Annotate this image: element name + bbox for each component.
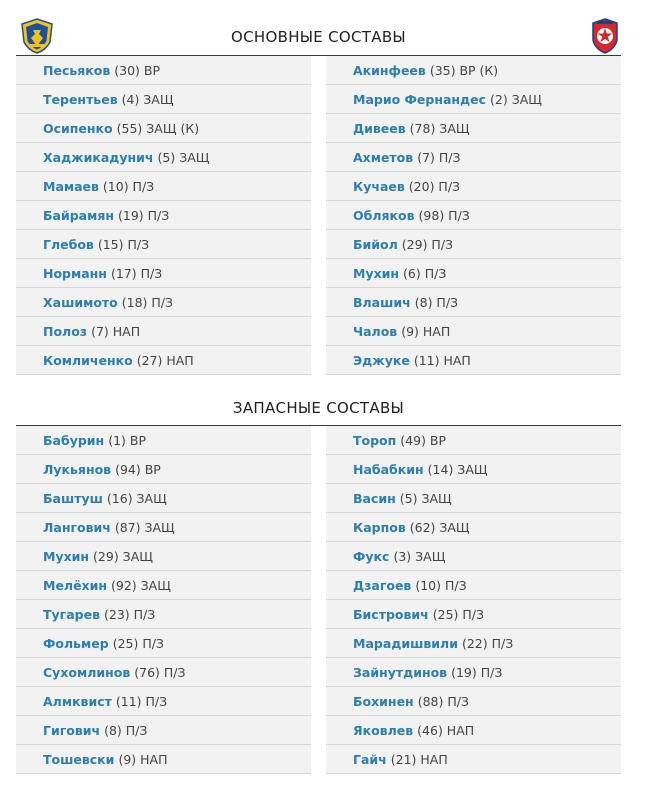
player-number-position: (92) ЗАЩ: [111, 577, 171, 593]
player-name-link[interactable]: Терентьев: [43, 91, 118, 107]
player-number-position: (25) П/З: [432, 606, 484, 622]
player-name-link[interactable]: Глебов: [43, 236, 94, 252]
player-number-position: (11) П/З: [115, 693, 168, 709]
player-name-link[interactable]: Карпов: [353, 519, 406, 535]
player-number-position: (2) ЗАЩ: [490, 91, 542, 107]
player-number-position: (88) П/З: [417, 693, 469, 709]
player-number-position: (29) П/З: [401, 236, 454, 252]
player-row: [326, 426, 621, 455]
player-number-position: (55) ЗАЩ (К): [116, 120, 200, 136]
player-name-link[interactable]: Бохинен: [353, 693, 414, 709]
player-name-link[interactable]: Эджуке: [353, 352, 410, 368]
player-name-link[interactable]: Лангович: [43, 519, 111, 535]
player-row: [326, 484, 621, 513]
starting-lineups-header: [16, 14, 621, 56]
player-row: [326, 201, 621, 230]
player-row: [16, 317, 311, 346]
player-number-position: (5) ЗАЩ: [399, 490, 452, 506]
player-name-link[interactable]: Бистрович: [353, 606, 429, 622]
player-number-position: (22) П/З: [461, 635, 514, 651]
home-substitutes-list: [16, 426, 311, 774]
player-row: [16, 172, 311, 201]
player-row: [326, 571, 621, 600]
player-name-link[interactable]: Алмквист: [43, 693, 112, 709]
player-name-link[interactable]: Гайч: [353, 751, 387, 767]
player-name-link[interactable]: Кучаев: [353, 178, 405, 194]
player-name-link[interactable]: Чалов: [353, 323, 398, 339]
player-name-link[interactable]: Набабкин: [353, 461, 424, 477]
player-row: [16, 288, 311, 317]
player-row: [326, 346, 621, 375]
player-name-link[interactable]: Тороп: [353, 432, 397, 448]
player-name-link[interactable]: Бабурин: [43, 432, 105, 448]
player-row: [16, 455, 311, 484]
player-name-link[interactable]: Влашич: [353, 294, 411, 310]
substitutes-section: [16, 394, 621, 774]
player-row: [16, 230, 311, 259]
player-name-link[interactable]: Фольмер: [43, 635, 109, 651]
player-name-link[interactable]: Марадишвили: [353, 635, 458, 651]
player-number-position: (25) П/З: [112, 635, 164, 651]
player-number-position: (21) НАП: [390, 751, 448, 767]
player-number-position: (49) ВР: [400, 432, 447, 448]
player-row: [326, 85, 621, 114]
player-row: [326, 455, 621, 484]
player-name-link[interactable]: Дзагоев: [353, 577, 412, 593]
player-name-link[interactable]: Акинфеев: [353, 62, 426, 78]
player-row: [326, 600, 621, 629]
player-row: [326, 230, 621, 259]
player-row: [16, 346, 311, 375]
player-number-position: (18) П/З: [121, 294, 174, 310]
player-name-link[interactable]: Полоз: [43, 323, 88, 339]
player-row: [326, 143, 621, 172]
player-number-position: (16) ЗАЩ: [106, 490, 167, 506]
player-number-position: (4) ЗАЩ: [121, 91, 174, 107]
player-name-link[interactable]: Гигович: [43, 722, 101, 738]
player-row: [326, 716, 621, 745]
player-number-position: (10) П/З: [102, 178, 155, 194]
player-row: [16, 600, 311, 629]
player-row: [326, 288, 621, 317]
player-number-position: (8) П/З: [414, 294, 459, 310]
player-name-link[interactable]: Байрамян: [43, 207, 114, 223]
player-name-link[interactable]: Мухин: [353, 265, 400, 281]
player-row: [16, 201, 311, 230]
player-name-link[interactable]: Бийол: [353, 236, 398, 252]
player-number-position: (10) П/З: [415, 577, 467, 593]
player-number-position: (78) ЗАЩ: [409, 120, 470, 136]
player-number-position: (62) ЗАЩ: [409, 519, 470, 535]
player-row: [326, 745, 621, 774]
player-number-position: (27) НАП: [136, 352, 194, 368]
player-name-link[interactable]: Васин: [353, 490, 396, 506]
player-number-position: (46) НАП: [417, 722, 475, 738]
substitutes-header: [16, 394, 621, 426]
player-row: [16, 542, 311, 571]
player-name-link[interactable]: Сухомлинов: [43, 664, 131, 680]
player-number-position: (30) ВР: [114, 62, 161, 78]
player-name-link[interactable]: Дивеев: [353, 120, 406, 136]
player-number-position: (14) ЗАЩ: [427, 461, 488, 477]
player-number-position: (87) ЗАЩ: [114, 519, 175, 535]
player-number-position: (19) П/З: [117, 207, 170, 223]
player-name-link[interactable]: Норманн: [43, 265, 107, 281]
player-row: [16, 513, 311, 542]
player-name-link[interactable]: Тугарев: [43, 606, 100, 622]
player-name-link[interactable]: Ахметов: [353, 149, 414, 165]
player-row: [16, 571, 311, 600]
player-row: [16, 484, 311, 513]
player-number-position: (7) П/З: [417, 149, 461, 165]
starting-lineups-title: ОСНОВНЫЕ СОСТАВЫ: [231, 28, 406, 46]
player-row: [16, 114, 311, 143]
home-starting-list: [16, 56, 311, 375]
player-name-link[interactable]: Марио Фернандес: [353, 91, 487, 107]
player-number-position: (98) П/З: [418, 207, 470, 223]
starting-lineups-section: [16, 14, 621, 375]
player-number-position: (11) НАП: [413, 352, 471, 368]
away-starting-list: [326, 56, 621, 375]
player-number-position: (8) П/З: [104, 722, 148, 738]
starting-lineups-columns: [16, 56, 621, 375]
player-name-link[interactable]: Мухин: [43, 548, 90, 564]
player-name-link[interactable]: Фукс: [353, 548, 390, 564]
player-name-link[interactable]: Мамаев: [43, 178, 99, 194]
player-name-link[interactable]: Комличенко: [43, 352, 133, 368]
player-number-position: (94) ВР: [115, 461, 161, 477]
player-name-link[interactable]: Мелёхин: [43, 577, 108, 593]
player-number-position: (3) ЗАЩ: [393, 548, 446, 564]
substitutes-title: ЗАПАСНЫЕ СОСТАВЫ: [232, 399, 405, 417]
player-name-link[interactable]: Осипенко: [43, 120, 113, 136]
player-row: [16, 259, 311, 288]
player-name-link[interactable]: Хаджикадунич: [43, 149, 154, 165]
player-row: [16, 426, 311, 455]
player-row: [16, 745, 311, 774]
player-row: [326, 658, 621, 687]
player-row: [326, 172, 621, 201]
player-name-link[interactable]: Зайнутдинов: [353, 664, 448, 680]
player-number-position: (7) НАП: [91, 323, 141, 339]
player-row: [16, 687, 311, 716]
player-row: [326, 542, 621, 571]
player-row: [326, 114, 621, 143]
player-number-position: (15) П/З: [97, 236, 150, 252]
player-number-position: (6) П/З: [403, 265, 447, 281]
player-row: [326, 687, 621, 716]
player-row: [326, 629, 621, 658]
player-row: [326, 56, 621, 85]
player-row: [16, 658, 311, 687]
player-number-position: (5) ЗАЩ: [157, 149, 210, 165]
player-number-position: (29) ЗАЩ: [93, 548, 153, 564]
substitutes-columns: [16, 426, 621, 774]
player-name-link[interactable]: Баштуш: [43, 490, 103, 506]
player-number-position: (17) П/З: [110, 265, 163, 281]
player-name-link[interactable]: Тошевски: [43, 751, 115, 767]
player-row: [326, 259, 621, 288]
player-row: [16, 56, 311, 85]
player-row: [326, 317, 621, 346]
player-number-position: (76) П/З: [134, 664, 186, 680]
player-name-link[interactable]: Лукьянов: [43, 461, 112, 477]
player-number-position: (1) ВР: [108, 432, 146, 448]
player-number-position: (19) П/З: [451, 664, 503, 680]
player-name-link[interactable]: Обляков: [353, 207, 415, 223]
player-number-position: (23) П/З: [103, 606, 156, 622]
player-row: [16, 85, 311, 114]
player-row: [326, 513, 621, 542]
player-name-link[interactable]: Хашимото: [43, 294, 118, 310]
player-number-position: (9) НАП: [118, 751, 168, 767]
player-number-position: (20) П/З: [408, 178, 461, 194]
away-substitutes-list: [326, 426, 621, 774]
player-number-position: (9) НАП: [401, 323, 451, 339]
player-name-link[interactable]: Яковлев: [353, 722, 414, 738]
player-row: [16, 143, 311, 172]
cska-crest-icon[interactable]: [591, 18, 619, 54]
player-row: [16, 629, 311, 658]
player-row: [16, 716, 311, 745]
player-name-link[interactable]: Песьяков: [43, 62, 111, 78]
player-number-position: (35) ВР (К): [429, 62, 499, 78]
